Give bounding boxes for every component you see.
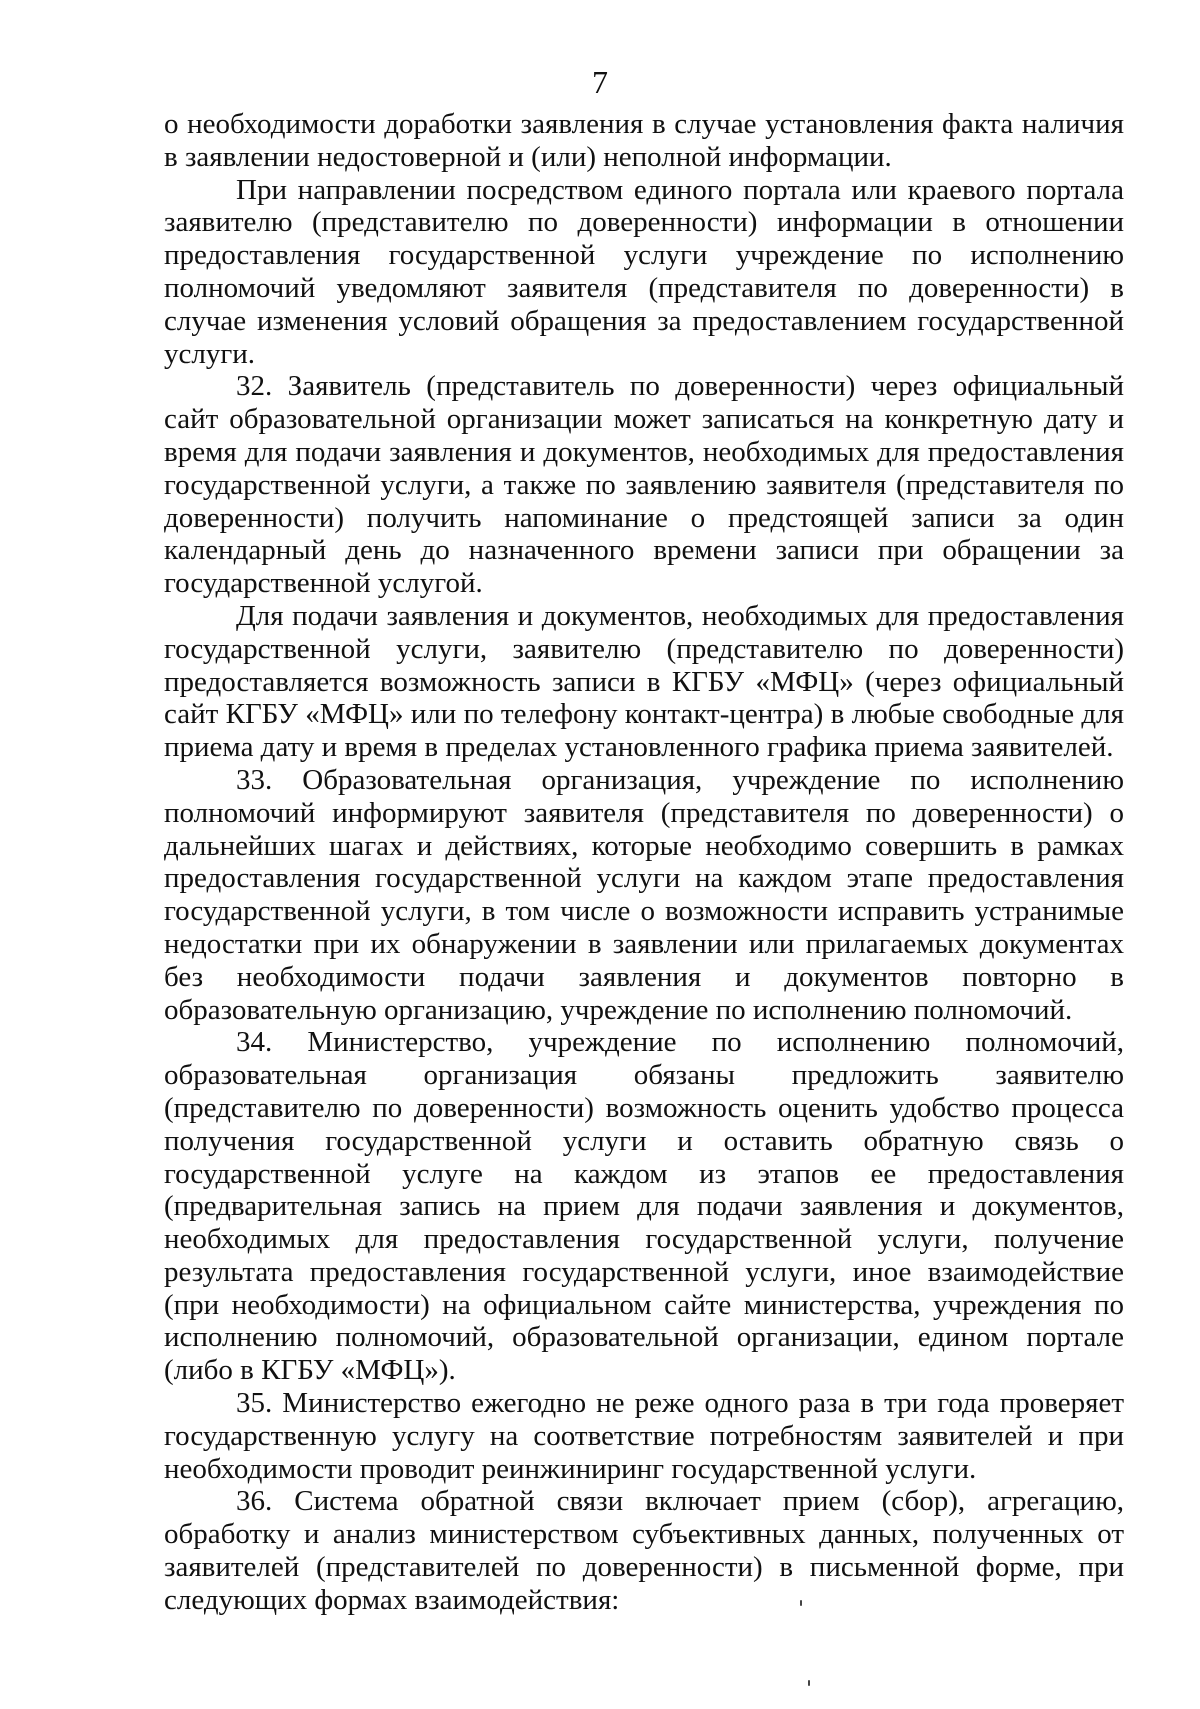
paragraph-32: 32. Заявитель (представитель по доверенности) через официальный сайт образовательной организации может записаться на конкретную дату и время для подачи заявления и документов, необходимых для предоставления государственной услуги, а также по заявлению заявителя (представителя по доверенности) получить напоминание о предстоящей записи за один календарный день до назначенного времени записи при обращении за государственной услугой. bbox=[164, 370, 1124, 600]
paragraph-36: 36. Система обратной связи включает прием (сбор), агрегацию, обработку и анализ министерством субъективных данных, полученных от заявителей (представителей по доверенности) в письменной форме, при следующих формах взаимодействия: bbox=[164, 1485, 1124, 1616]
paragraph-34: 34. Министерство, учреждение по исполнению полномочий, образовательная организация обязаны предложить заявителю (представителю по доверенности) возможность оценить удобство процесса получения государственной услуги и оставить обратную связь о государственной услуге на каждом из этапов ее предоставления (предварительная запись на прием для подачи заявления и документов, необходимых для предоставления государственной услуги, получение результата предоставления государственной услуги, иное взаимодействие (при необходимости) на официальном сайте министерства, учреждения по исполнению полномочий, образовательной организации, едином портале (либо в КГБУ «МФЦ»). bbox=[164, 1026, 1124, 1387]
paragraph-mfc-appointment: Для подачи заявления и документов, необходимых для предоставления государственной услуги, заявителю (представителю по доверенности) предоставляется возможность записи в КГБУ «МФЦ» (через официальный сайт КГБУ «МФЦ» или по телефону контакт-центра) в любые свободные для приема дату и время в пределах установленного графика приема заявителей. bbox=[164, 599, 1124, 764]
paragraph-33: 33. Образовательная организация, учреждение по исполнению полномочий информируют заявителя (представителя по доверенности) о дальнейших шагах и действиях, которые необходимо совершить в рамках предоставления государственной услуги на каждом этапе предоставления государственной услуги, в том числе о возможности исправить устранимые недостатки при их обнаружении в заявлении или прилагаемых документах без необходимости подачи заявления и документов повторно в образовательную организацию, учреждение по исполнению полномочий. bbox=[164, 763, 1124, 1026]
page-number: 7 bbox=[592, 64, 608, 100]
scan-speck bbox=[808, 1680, 810, 1686]
document-body bbox=[164, 108, 1124, 1617]
paragraph-35: 35. Министерство ежегодно не реже одного раза в три года проверяет государственную услугу на соответствие потребностям заявителей и при необходимости проводит реинжиниринг государственной услуги. bbox=[164, 1387, 1124, 1485]
paragraph-continuation: о необходимости доработки заявления в случае установления факта наличия в заявлении недостоверной и (или) неполной информации. bbox=[164, 108, 1124, 173]
paragraph-portal-notification: При направлении посредством единого портала или краевого портала заявителю (представителю по доверенности) информации в отношении предоставления государственной услуги учреждение по исполнению полномочий уведомляют заявителя (представителя по доверенности) в случае изменения условий обращения за предоставлением государственной услуги. bbox=[164, 173, 1124, 370]
scan-speck bbox=[800, 1600, 802, 1606]
